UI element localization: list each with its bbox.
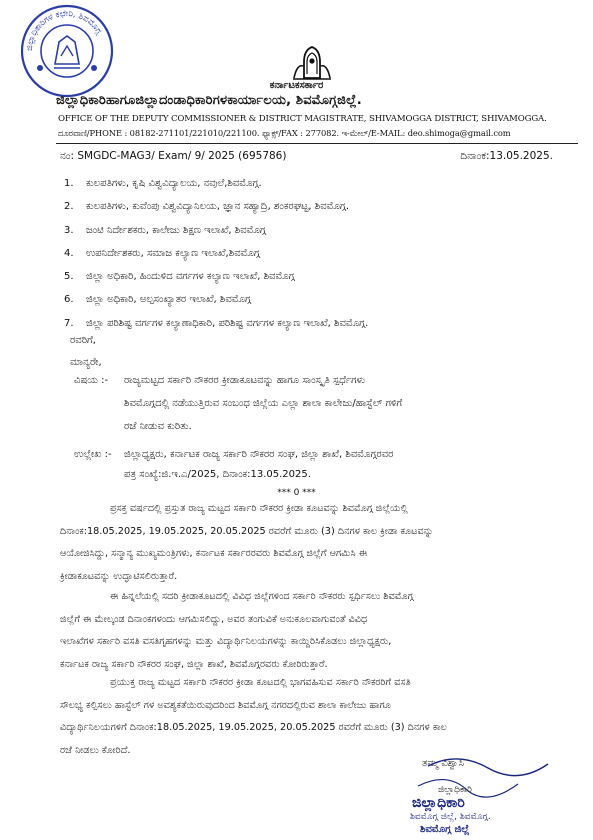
government-title: ಕರ್ನಾಟಕಸರ್ಕಾರ bbox=[269, 80, 324, 91]
recipient-text: ಕುಲಪತಿಗಳು, ಕುವೆಂಪು ವಿಶ್ವವಿದ್ಯಾನಿಲಯ, ಜ್ಞಾನ ಸಹ್ಯಾದ್ರಿ, ಶಂಕರಘಟ್ಟ, ಶಿವಮೊಗ್ಗ. bbox=[86, 201, 350, 213]
addressed-to: ರವರಿಗೆ, bbox=[70, 335, 96, 346]
subject-line: ರಾಜ್ಯಮಟ್ಟದ ಸರ್ಕಾರಿ ನೌಕರರ ಕ್ರೀಡಾಕೂಟವನ್ನು ಹಾಗೂ ಸಾಂಸ್ಕೃತಿ ಸ್ಪರ್ಧೆಗಳು bbox=[124, 375, 366, 386]
contact-line: ದೂರವಾಣಿ/PHONE : 08182-271101/221010/221100. ಫ್ಯಾಕ್ಸ್/FAX : 277082. ಇ-ಮೇಲ್/E-MAIL: deo.shimoga@gmail.com bbox=[58, 128, 511, 138]
recipient-text: ಜಿಲ್ಲಾ ಅಧಿಕಾರಿ, ಅಲ್ಪಸಂಖ್ಯಾತರ ಇಲಾಖೆ, ಶಿವಮೊಗ್ಗ bbox=[86, 294, 251, 306]
seal-text: ಜಿಲ್ಲಾಧಿಕಾರಿಗಳ ಕಛೇರಿ, ಶಿವಮೊಗ್ಗ bbox=[24, 8, 104, 52]
list-number: 3. bbox=[64, 224, 74, 236]
paragraph-line: ಇಲಾಖೆಗಳ ಸರ್ಕಾರಿ ವಸತಿ ವಸತಿಗೃಹಗಳನ್ನು ಮತ್ತು ವಿದ್ಯಾರ್ಥಿನಿಲಯಗಳನ್ನು ಕಾಯ್ದಿರಿಸಿಕೊಡಲು ಜಿಲ್ಲಾಧ್ಯಕ್ಷರು, bbox=[60, 636, 392, 647]
paragraph-line: ವಿದ್ಯಾರ್ಥಿನಿಲಯಗಳಿಗೆ ದಿನಾಂಕ:18.05.2025, 19.05.2025, 20.05.2025 ರವರೆಗೆ ಮೂರು (3) ದಿನಗಳ ಕಾಲ bbox=[60, 722, 447, 733]
list-number: 7. bbox=[64, 317, 74, 329]
salutation: ಮಾನ್ಯರೇ, bbox=[70, 357, 102, 368]
office-title-kannada: ಜಿಲ್ಲಾಧಿಕಾರಿಹಾಗೂಜಿಲ್ಲಾದಂಡಾಧಿಕಾರಿಗಳಕಾರ್ಯಾಲಯ, ಶಿವಮೊಗ್ಗಜಿಲ್ಲೆ. bbox=[56, 93, 362, 108]
stamp-line: ಶಿವಮೊಗ್ಗ ಜಿಲ್ಲೆ, ಶಿವಮೊಗ್ಗ. bbox=[410, 812, 491, 822]
signature-mark bbox=[398, 746, 558, 836]
state-emblem-icon bbox=[291, 44, 333, 80]
paragraph-1 bbox=[60, 498, 433, 588]
list-item bbox=[64, 178, 368, 201]
recipient-text: ಜಿಲ್ಲಾ ಪರಿಶಿಷ್ಟ ವರ್ಗಗಳ ಕಲ್ಯಾಣಾಧಿಕಾರಿ, ಪರಿಶಿಷ್ಟ ವರ್ಗಗಳ ಕಲ್ಯಾಣ ಇಲಾಖೆ, ಶಿವಮೊಗ್ಗ. bbox=[86, 317, 369, 329]
recipient-text: ಕುಲಪತಿಗಳು, ಕೃಷಿ ವಿಶ್ವವಿದ್ಯಾಲಯ, ನವುಲೆ,ಶಿವಮೊಗ್ಗ. bbox=[86, 178, 262, 189]
paragraph-line: ರಜೆ ನೀಡಲು ಕೋರಿದೆ. bbox=[60, 744, 131, 756]
reference-line: ಜಿಲ್ಲಾಧ್ಯಕ್ಷರು, ಕರ್ನಾಟಕ ರಾಜ್ಯ ಸರ್ಕಾರಿ ನೌಕರರ ಸಂಘ, ಜಿಲ್ಲಾ ಶಾಖೆ, ಶಿವಮೊಗ್ಗರವರ bbox=[124, 449, 394, 460]
stamp-line: ಶಿವಮೊಗ್ಗ ಜಿಲ್ಲೆ bbox=[420, 824, 470, 835]
list-number: 4. bbox=[64, 247, 74, 259]
list-item bbox=[64, 225, 368, 248]
paragraph-line: ಸೌಲಭ್ಯ ಕಲ್ಪಿಸಲು ಹಾಸ್ಟೆಲ್ ಗಳ ಅವಶ್ಯಕತೆಯಿರುವುದರಿಂದ ಶಿವಮೊಗ್ಗ ನಗರದಲ್ಲಿರುವ ಶಾಲಾ ಕಾಲೇಜು ಹಾಗೂ bbox=[60, 699, 391, 711]
paragraph-line: ದಿನಾಂಕ:18.05.2025, 19.05.2025, 20.05.2025 ರವರೆಗೆ ಮೂರು (3) ದಿನಗಳ ಕಾಲ ಕ್ರೀಡಾ ಕೂಟವನ್ನು bbox=[60, 525, 434, 537]
stamp-line: ಜಿಲ್ಲಾಧಿಕಾರಿ bbox=[412, 795, 465, 811]
list-item bbox=[64, 318, 368, 341]
separator: *** 0 *** bbox=[277, 488, 316, 498]
paragraph-2 bbox=[60, 586, 413, 676]
recipient-text: ಉಪನಿರ್ದೇಶಕರು, ಸಮಾಜ ಕಲ್ಯಾಣ ಇಲಾಖೆ,ಶಿವಮೊಗ್ಗ bbox=[86, 247, 260, 259]
list-number: 6. bbox=[64, 294, 74, 306]
paragraph-line: ಈ ಹಿನ್ನಲೆಯಲ್ಲಿ ಸದರಿ ಕ್ರೀಡಾಕೂಟದಲ್ಲಿ ವಿವಿಧ ಜಿಲ್ಲೆಗಳಿಂದ ಸರ್ಕಾರಿ ನೌಕರರು ಸ್ಪರ್ಧಿಸಲು ಶಿವಮೊಗ್ಗ bbox=[110, 591, 414, 602]
paragraph-line: ಪ್ರಸಕ್ತ ವರ್ಷದಲ್ಲಿ ಪ್ರಸ್ತುತ ರಾಜ್ಯ ಮಟ್ಟದ ಸರ್ಕಾರಿ ನೌಕರರ ಕ್ರೀಡಾ ಕೂಟವನ್ನು ಶಿವಮೊಗ್ಗ ಜಿಲ್ಲೆಯಲ್ಲಿ bbox=[110, 503, 408, 514]
paragraph-line: ಜಿಲ್ಲೆಗೆ ಈ ಮೇಲ್ಕಂಡ ದಿನಾಂಕಗಳಂದು ಆಗಮಿಸಲಿದ್ದು, ಅವರ ತಂಗುವಿಕೆ ಅನುಕೂಲವಾಗುವಂತೆ ವಿವಿಧ bbox=[60, 613, 368, 625]
reference-number: ನಂ: SMGDC-MAG3/ Exam/ 9/ 2025 (695786) bbox=[60, 150, 287, 162]
reference-line: ಪತ್ರ ಸಂಖ್ಯೆ:ಜಿ.ಇ.ಎ/2025, ದಿನಾಂಕ:13.05.2025. bbox=[124, 469, 311, 480]
list-number: 5. bbox=[64, 271, 74, 283]
list-item bbox=[64, 294, 368, 317]
office-title-english: OFFICE OF THE DEPUTY COMMISSIONER & DISTRICT MAGISTRATE, SHIVAMOGGA DISTRICT, SHIVAMOGGA. bbox=[58, 114, 547, 124]
paragraph-line: ಕರ್ನಾಟಕ ರಾಜ್ಯ ಸರ್ಕಾರಿ ನೌಕರರ ಸಂಘ, ಜಿಲ್ಲಾ ಶಾಖೆ, ಶಿವಮೊಗ್ಗರವರು ಕೋರಿರುತ್ತಾರೆ. bbox=[60, 658, 328, 670]
paragraph-3 bbox=[60, 672, 447, 762]
paragraph-line: ಕ್ರೀಡಾಕೂಟವನ್ನು ಉದ್ಘಾಟಿಸಲಿರುತ್ತಾರೆ. bbox=[60, 570, 178, 582]
recipient-list bbox=[64, 178, 368, 341]
list-item bbox=[64, 271, 368, 294]
list-number: 1. bbox=[64, 178, 74, 189]
recipient-text: ಜಂಟಿ ನಿರ್ದೇಶಕರು, ಕಾಲೇಜು ಶಿಕ್ಷಣ ಇಲಾಖೆ, ಶಿವಮೊಗ್ಗ bbox=[86, 224, 266, 236]
header-divider bbox=[56, 143, 578, 144]
designation: ಜಿಲ್ಲಾಧಿಕಾರಿ bbox=[438, 785, 472, 795]
list-item bbox=[64, 248, 368, 271]
paragraph-line: ಪ್ರಯುಕ್ತ ರಾಜ್ಯ ಮಟ್ಟದ ಸರ್ಕಾರಿ ನೌಕರರ ಕ್ರೀಡಾ ಕೂಟದಲ್ಲಿ ಭಾಗವಹಿಸುವ ಸರ್ಕಾರಿ ನೌಕರರಿಗೆ ವಸತಿ bbox=[110, 677, 411, 688]
list-number: 2. bbox=[64, 201, 74, 213]
subject-line: ಶಿವಮೊಗ್ಗದಲ್ಲಿ ನಡೆಯುತ್ತಿರುವ ಸಂಬಂಧ ಜಿಲ್ಲೆಯ ಎಲ್ಲಾ ಶಾಲಾ ಕಾಲೇಜು/ಹಾಸ್ಟೆಲ್ ಗಳಿಗೆ bbox=[124, 398, 403, 409]
list-item bbox=[64, 201, 368, 224]
subject-label: ವಿಷಯ :- bbox=[74, 375, 109, 386]
letter-date: ದಿನಾಂಕ:13.05.2025. bbox=[460, 150, 553, 162]
subject-line: ರಜೆ ನೀಡುವ ಕುರಿತು. bbox=[124, 421, 192, 432]
paragraph-line: ಆಯೋಜಿಸಿದ್ದು, ಸನ್ಮಾನ್ಯ ಮುಖ್ಯಮಂತ್ರಿಗಳು, ಕರ್ನಾಟಕ ಸರ್ಕಾರರವರು ಶಿವಮೊಗ್ಗ ಜಿಲ್ಲೆಗೆ ಆಗಮಿಸಿ ಈ bbox=[60, 548, 368, 559]
reference-label: ಉಲ್ಲೇಖ :- bbox=[74, 449, 112, 460]
recipient-text: ಜಿಲ್ಲಾ ಅಧಿಕಾರಿ, ಹಿಂದುಳಿದ ವರ್ಗಗಳ ಕಲ್ಯಾಣ ಇಲಾಖೆ, ಶಿವಮೊಗ್ಗ bbox=[86, 271, 295, 283]
closing: ತಮ್ಮ ವಿಶ್ವಾಸಿ bbox=[422, 758, 464, 769]
